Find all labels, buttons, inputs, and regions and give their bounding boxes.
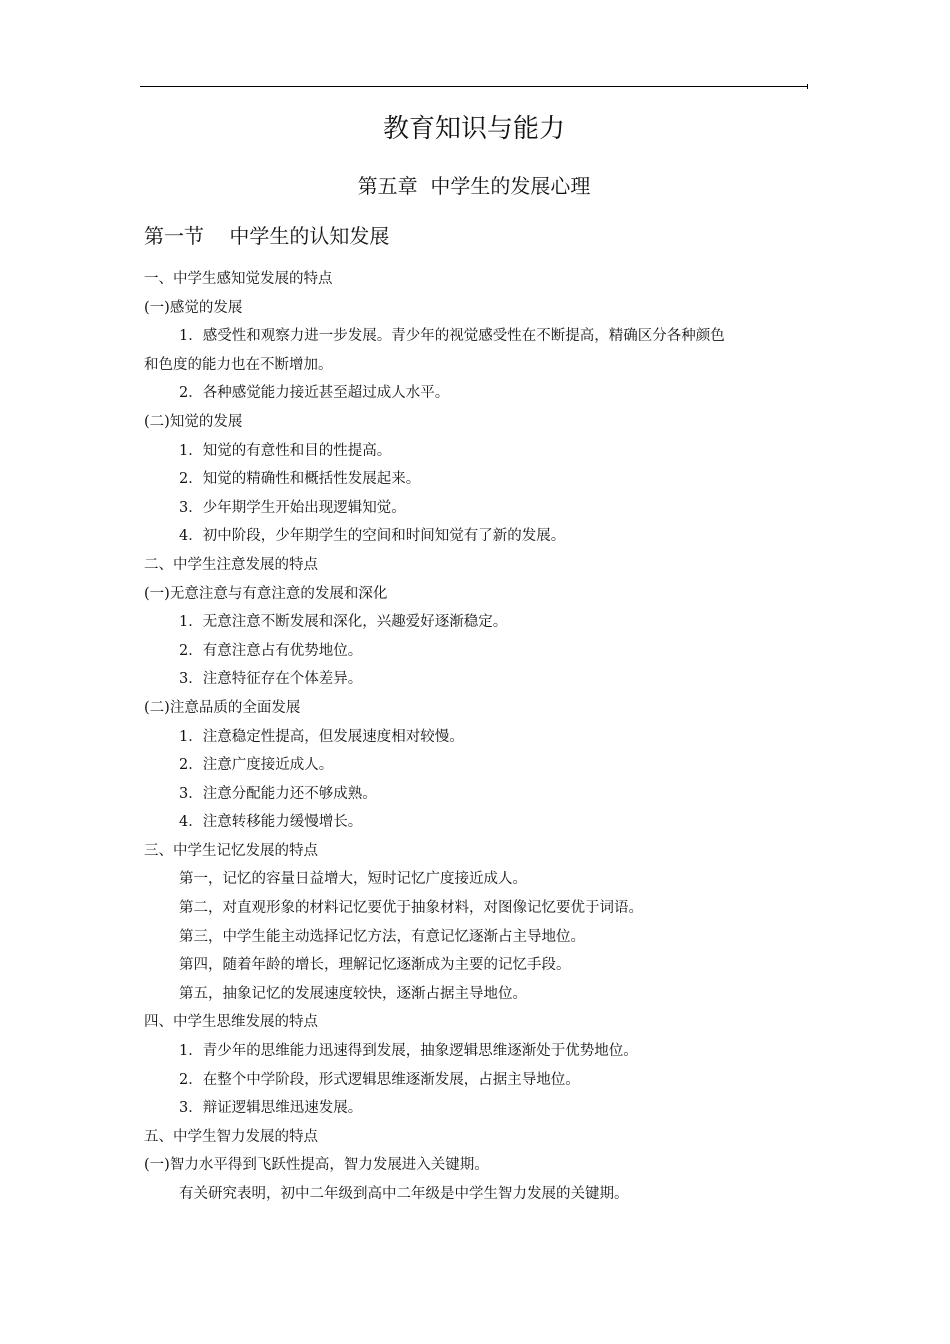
chapter-title: 第五章 中学生的发展心理 — [357, 174, 591, 198]
text-line: 2．有意注意占有优势地位。 — [179, 642, 363, 659]
document-title: 教育知识与能力 — [382, 114, 565, 144]
body-text — [144, 265, 808, 1209]
text-line: 四、中学生思维发展的特点 — [144, 1014, 318, 1031]
text-line: 3．注意分配能力还不够成熟。 — [179, 785, 377, 802]
text-line: 1．知觉的有意性和目的性提高。 — [179, 442, 392, 459]
text-line: (二)注意品质的全面发展 — [144, 699, 301, 716]
text-line: 4．注意转移能力缓慢增长。 — [179, 814, 363, 831]
text-line: (一)无意注意与有意注意的发展和深化 — [144, 585, 388, 602]
section-title: 第一节 中学生的认知发展 — [144, 224, 390, 248]
text-line: (二)知觉的发展 — [144, 413, 243, 430]
text-line: 第五，抽象记忆的发展速度较快，逐渐占据主导地位。 — [179, 985, 527, 1002]
text-line: 4．初中阶段，少年期学生的空间和时间知觉有了新的发展。 — [179, 528, 566, 545]
text-line: 2．知觉的精确性和概括性发展起来。 — [179, 471, 421, 488]
text-line: (一)智力水平得到飞跃性提高，智力发展进入关键期。 — [144, 1157, 489, 1174]
text-line: 有关研究表明，初中二年级到高中二年级是中学生智力发展的关键期。 — [179, 1186, 629, 1202]
text-line: 3．注意特征存在个体差异。 — [179, 671, 363, 688]
text-line: 第二，对直观形象的材料记忆要优于抽象材料，对图像记忆要优于词语。 — [179, 900, 643, 917]
text-line: 五、中学生智力发展的特点 — [144, 1128, 318, 1145]
text-line: 2．各种感觉能力接近甚至超过成人水平。 — [179, 385, 450, 402]
text-line: 第四，随着年龄的增长，理解记忆逐渐成为主要的记忆手段。 — [179, 957, 571, 974]
text-line: 一、中学生感知觉发展的特点 — [144, 271, 333, 287]
header-rule — [140, 86, 808, 87]
text-line: 二、中学生注意发展的特点 — [144, 556, 318, 573]
text-line: 2．注意广度接近成人。 — [179, 757, 334, 774]
text-line: 第一，记忆的容量日益增大，短时记忆广度接近成人。 — [179, 871, 527, 888]
text-line: 3．辩证逻辑思维迅速发展。 — [179, 1100, 363, 1117]
text-line: 1．青少年的思维能力迅速得到发展，抽象逻辑思维逐渐处于优势地位。 — [179, 1043, 638, 1060]
text-line: 1．无意注意不断发展和深化，兴趣爱好逐渐稳定。 — [179, 614, 508, 631]
text-line: (一)感觉的发展 — [144, 299, 243, 316]
text-line: 1．感受性和观察力进一步发展。青少年的视觉感受性在不断提高，精确区分各种颜色 — [179, 328, 725, 345]
text-line: 第三，中学生能主动选择记忆方法，有意记忆逐渐占主导地位。 — [179, 928, 585, 945]
text-line: 2．在整个中学阶段，形式逻辑思维逐渐发展，占据主导地位。 — [179, 1071, 580, 1088]
text-line: 三、中学生记忆发展的特点 — [144, 842, 318, 859]
header-rule-end-mark — [807, 84, 808, 89]
text-line: 3．少年期学生开始出现逻辑知觉。 — [179, 499, 406, 516]
text-line: 1．注意稳定性提高，但发展速度相对较慢。 — [179, 728, 464, 745]
text-line: 和色度的能力也在不断增加。 — [144, 356, 333, 373]
